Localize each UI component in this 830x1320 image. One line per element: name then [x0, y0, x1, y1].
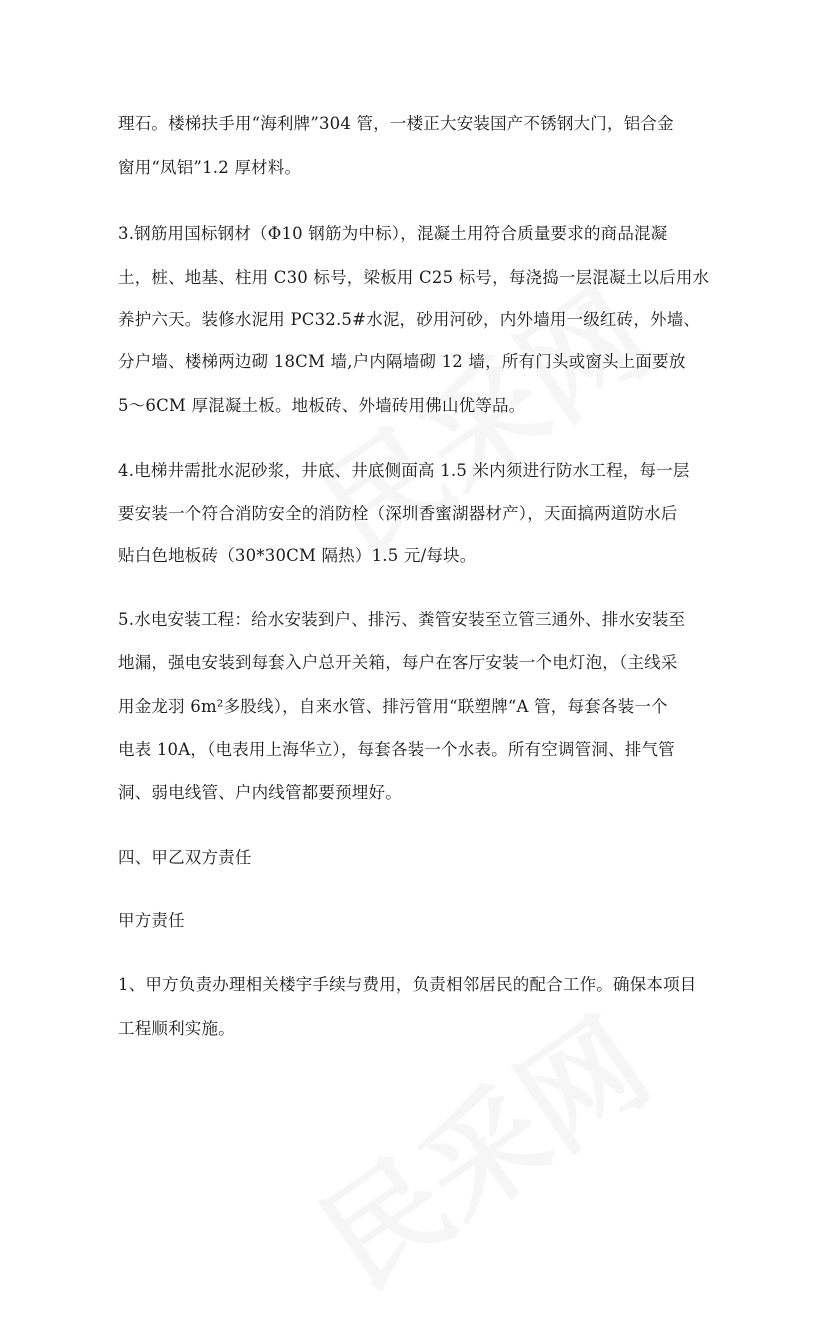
section-heading: 四、甲乙双方责任 [118, 848, 252, 867]
text-line: 洞、弱电线管、户内线管都要预埋好。 [118, 783, 402, 802]
text-line: 要安装一个符合消防安全的消防栓（深圳香蜜湖器材产），天面搞两道防水后 [118, 504, 678, 523]
text-line: 土，桩、地基、柱用 C30 标号，梁板用 C25 标号，每浇捣一层混凝土以后用水 [118, 268, 710, 287]
text-line: 理石。楼梯扶手用“海利牌”304 管，一楼正大安装国产不锈钢大门，铝合金 [118, 114, 674, 133]
text-line: 地漏，强电安装到每套入户总开关箱，每户在客厅安装一个电灯泡，（主线采 [118, 653, 678, 672]
text-line: 用金龙羽 6m²多股线），自来水管、排污管用“联塑牌“A 管，每套各装一个 [118, 697, 668, 716]
text-line: 分户墙、楼梯两边砌 18CM 墙,户内隔墙砌 12 墙，所有门头或窗头上面要放 [118, 352, 686, 371]
text-line: 5～6CM 厚混凝土板。地板砖、外墙砖用佛山优等品。 [118, 396, 526, 415]
text-line: 3.钢筋用国标钢材（Φ10 钢筋为中标），混凝土用符合质量要求的商品混凝 [118, 224, 668, 243]
text-line: 贴白色地板砖（30*30CM 隔热）1.5 元/每块。 [118, 546, 477, 565]
text-line: 工程顺利实施。 [118, 1019, 235, 1038]
text-line: 5.水电安装工程：给水安装到户、排污、粪管安装至立管三通外、排水安装至 [118, 610, 686, 629]
text-line: 养护六天。装修水泥用 PC32.5#水泥，砂用河砂，内外墙用一级红砖，外墙、 [118, 310, 701, 329]
text-line: 窗用“凤铝”1.2 厚材料。 [118, 158, 302, 177]
text-line: 1、甲方负责办理相关楼宇手续与费用，负责相邻居民的配合工作。确保本项目 [118, 975, 697, 994]
text-line: 4.电梯井需批水泥砂浆，井底、井底侧面高 1.5 米内须进行防水工程，每一层 [118, 461, 690, 480]
text-line: 电表 10A，（电表用上海华立），每套各装一个水表。所有空调管洞、排气管 [118, 740, 675, 759]
subsection-heading: 甲方责任 [118, 911, 185, 930]
